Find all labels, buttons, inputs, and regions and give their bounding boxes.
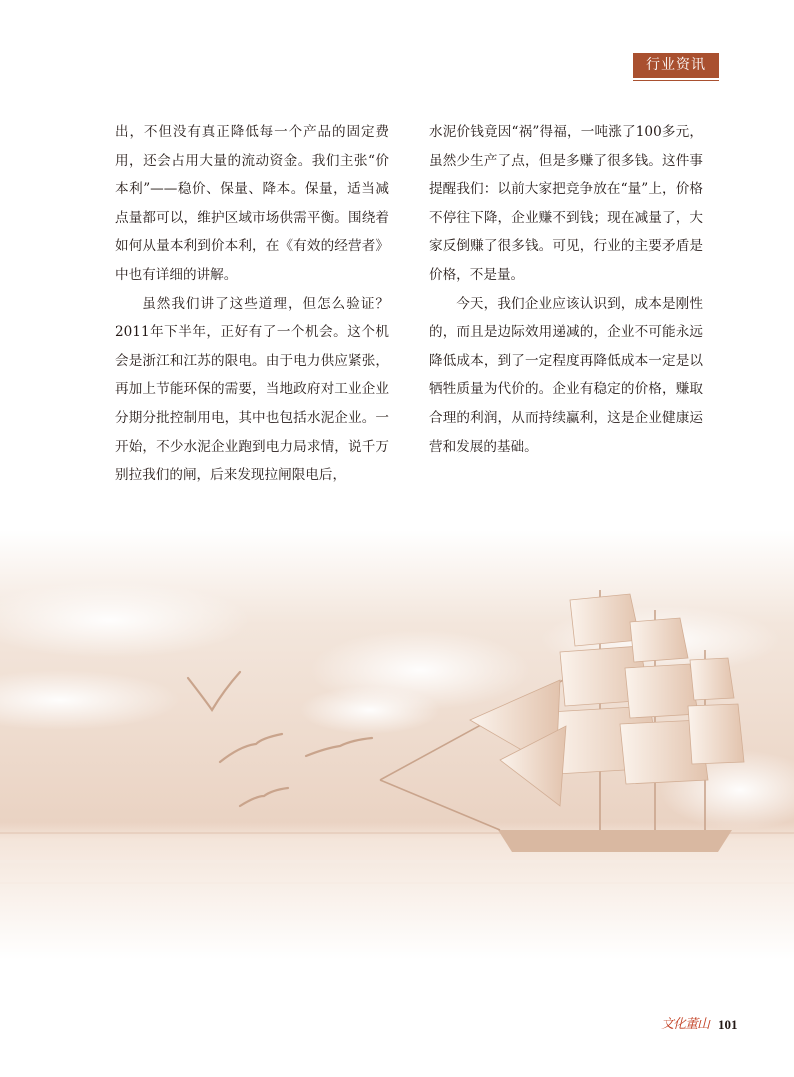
magazine-logo: 文化董山 <box>661 1017 710 1032</box>
paragraph: 虽然我们讲了这些道理，但怎么验证？2011年下半年，正好有了一个机会。这个机会是浙江和江苏的限电。由于电力供应紧张，再加上节能环保的需要，当地政府对工业企业分期分批控制用电，其中也包括水泥企业。一开始，不少水泥企业跑到电力局求情，说千万别拉我们的闸，后来发现拉闸限电后， <box>115 295 389 484</box>
paragraph: 今天，我们企业应该认识到，成本是刚性的，而且是边际效用递减的，企业不可能永远降低成本，到了一定程度再降低成本一定是以牺牲质量为代价的。企业有稳定的价格，赚取合理的利润，从而持续赢利，这是企业健康运营和发展的基础。 <box>429 295 703 455</box>
paragraph: 水泥价钱竟因“祸”得福，一吨涨了100多元，虽然少生产了点，但是多赚了很多钱。这件事提醒我们：以前大家把竞争放在“量”上，价格不停往下降，企业赚不到钱；现在减量了，大家反倒赚了很多钱。可见，行业的主要矛盾是价格，不是量。 <box>429 124 703 283</box>
section-label: 行业资讯 <box>633 53 719 78</box>
page-number: 101 <box>718 1017 738 1032</box>
article-column-left <box>115 118 389 490</box>
paragraph: 出，不但没有真正降低每一个产品的固定费用，还会占用大量的流动资金。我们主张“价本利”——稳价、保量、降本。保量，适当减点量都可以，维护区域市场供需平衡。围绕着如何从量本利到价本利，在《有效的经营者》中也有详细的讲解。 <box>115 124 389 283</box>
sailing-ship-illustration <box>0 530 794 960</box>
article-column-right <box>429 118 703 461</box>
section-rule <box>633 80 719 81</box>
